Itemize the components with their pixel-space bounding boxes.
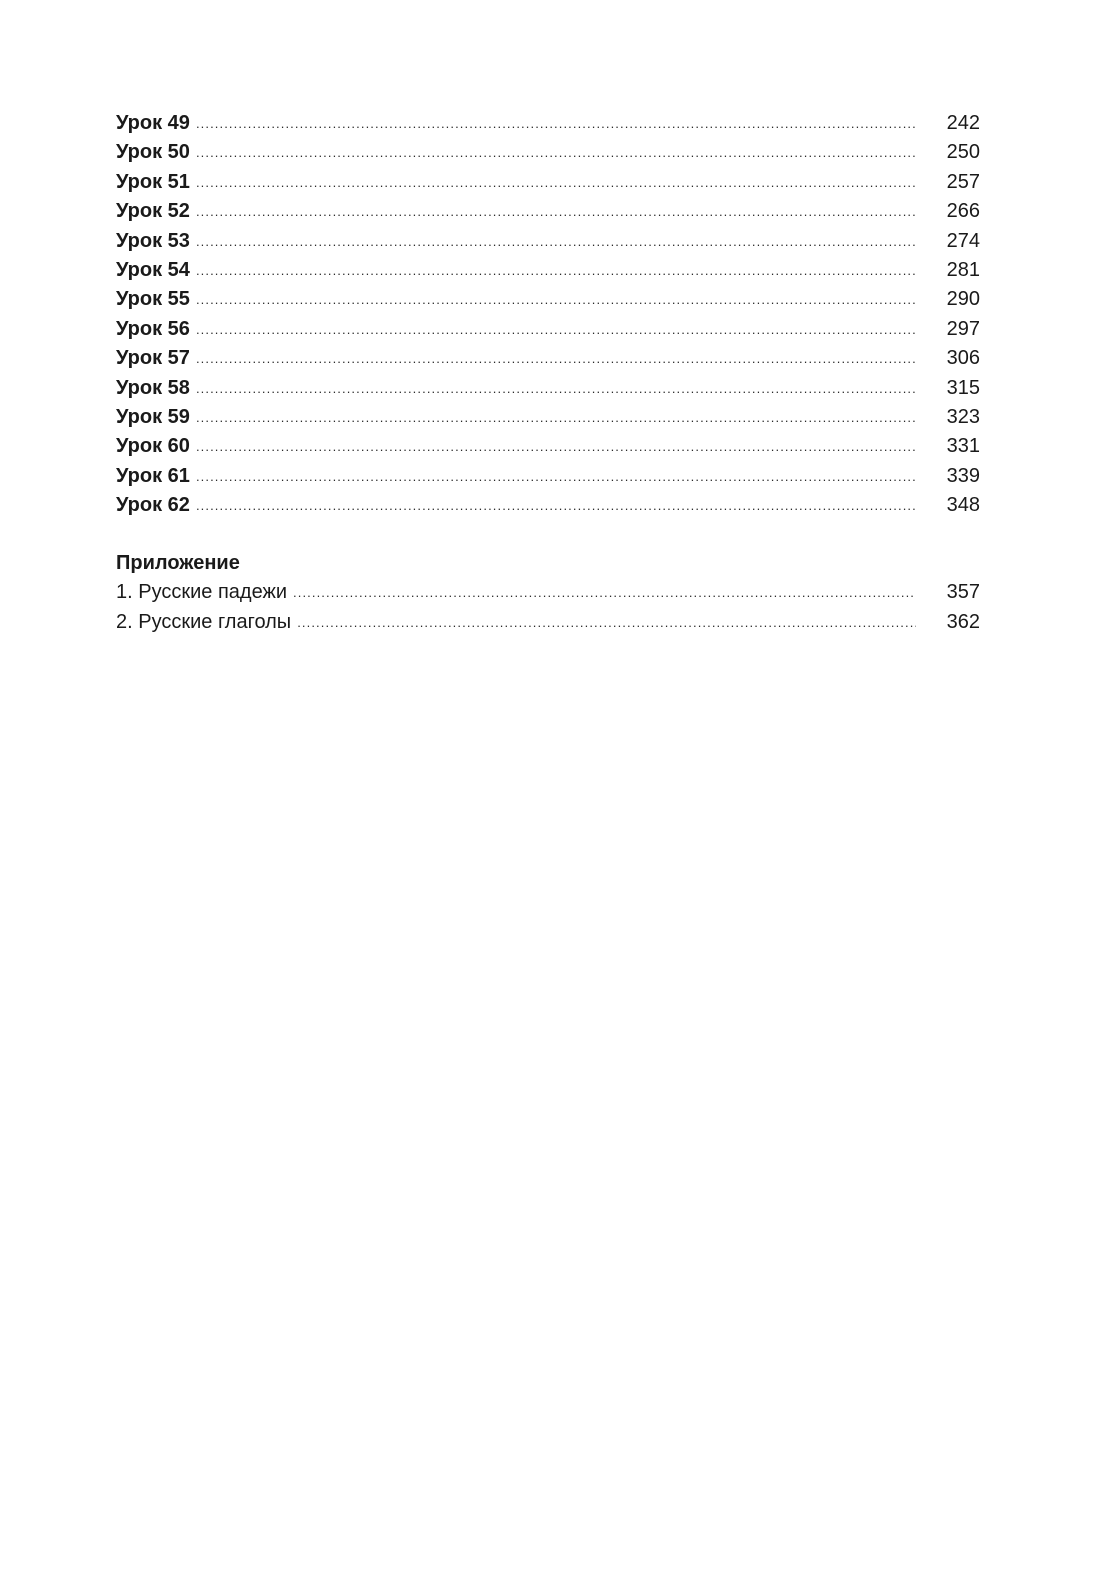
toc-entry-title: 1. Русские падежи — [116, 581, 288, 604]
dot-leader — [196, 108, 916, 138]
toc-entry-page: 290 — [946, 288, 980, 311]
toc-entry-lesson-55[interactable] — [116, 285, 980, 314]
table-of-contents — [116, 109, 980, 520]
toc-entry-page: 348 — [946, 494, 980, 517]
toc-entry-page: 357 — [946, 581, 980, 604]
toc-entry-page: 331 — [946, 435, 980, 458]
toc-entry-lesson-58[interactable] — [116, 374, 980, 403]
toc-entry-lesson-62[interactable] — [116, 491, 980, 520]
dot-leader — [196, 402, 916, 432]
toc-entry-title: Урок 49 — [116, 112, 190, 134]
dot-leader — [196, 490, 916, 520]
toc-entry-title: Урок 54 — [116, 258, 190, 281]
toc-entry-title: Урок 52 — [116, 200, 190, 223]
dot-leader — [196, 255, 916, 285]
dot-leader — [196, 343, 916, 373]
toc-entry-title: Урок 59 — [116, 405, 190, 428]
toc-entry-title: 2. Русские глаголы — [116, 610, 292, 633]
toc-entry-lesson-52[interactable] — [116, 197, 980, 226]
toc-entry-page: 297 — [946, 317, 980, 340]
toc-entry-page: 306 — [946, 347, 980, 370]
dot-leader — [196, 431, 916, 461]
toc-entry-page: 362 — [946, 610, 980, 633]
toc-entry-page: 257 — [946, 170, 980, 193]
dot-leader — [196, 167, 916, 197]
toc-entry-lesson-56[interactable] — [116, 315, 980, 344]
toc-entry-title: Урок 53 — [116, 229, 190, 252]
dot-leader — [196, 196, 916, 226]
appendix-heading: Приложение — [116, 552, 240, 574]
toc-entry-page: 274 — [946, 229, 980, 252]
dot-leader — [196, 226, 916, 256]
dot-leader — [293, 577, 916, 607]
toc-entry-page: 266 — [946, 200, 980, 223]
toc-entry-title: Урок 60 — [116, 435, 190, 458]
toc-entry-title: Урок 51 — [116, 170, 190, 193]
toc-entry-lesson-54[interactable] — [116, 256, 980, 285]
dot-leader — [297, 607, 916, 637]
appendix-section — [116, 549, 980, 637]
toc-entry-lesson-59[interactable] — [116, 403, 980, 432]
toc-entry-page: 315 — [946, 376, 980, 399]
toc-entry-title: Урок 56 — [116, 317, 190, 340]
toc-entry-lesson-57[interactable] — [116, 344, 980, 373]
toc-entry-lesson-49[interactable] — [116, 109, 980, 138]
dot-leader — [196, 373, 916, 403]
toc-entry-title: Урок 50 — [116, 141, 190, 164]
dot-leader — [196, 137, 916, 167]
toc-entry-title: Урок 57 — [116, 347, 190, 370]
toc-entry-lesson-50[interactable] — [116, 138, 980, 167]
toc-entry-lesson-61[interactable] — [116, 462, 980, 491]
toc-entry-title: Урок 62 — [116, 494, 190, 517]
toc-entry-appendix-2[interactable] — [116, 608, 980, 637]
toc-entry-page: 250 — [946, 141, 980, 164]
toc-entry-lesson-51[interactable] — [116, 168, 980, 197]
toc-entry-lesson-53[interactable] — [116, 227, 980, 256]
dot-leader — [196, 461, 916, 491]
toc-entry-appendix-1[interactable] — [116, 578, 980, 607]
dot-leader — [196, 314, 916, 344]
toc-entry-title: Урок 58 — [116, 376, 190, 399]
toc-entry-title: Урок 55 — [116, 288, 190, 311]
toc-entry-page: 323 — [946, 405, 980, 428]
toc-entry-page: 281 — [946, 258, 980, 281]
dot-leader — [196, 284, 916, 314]
toc-entry-lesson-60[interactable] — [116, 432, 980, 461]
toc-entry-title: Урок 61 — [116, 464, 190, 487]
toc-entry-page: 242 — [946, 112, 980, 134]
toc-entry-page: 339 — [946, 464, 980, 487]
